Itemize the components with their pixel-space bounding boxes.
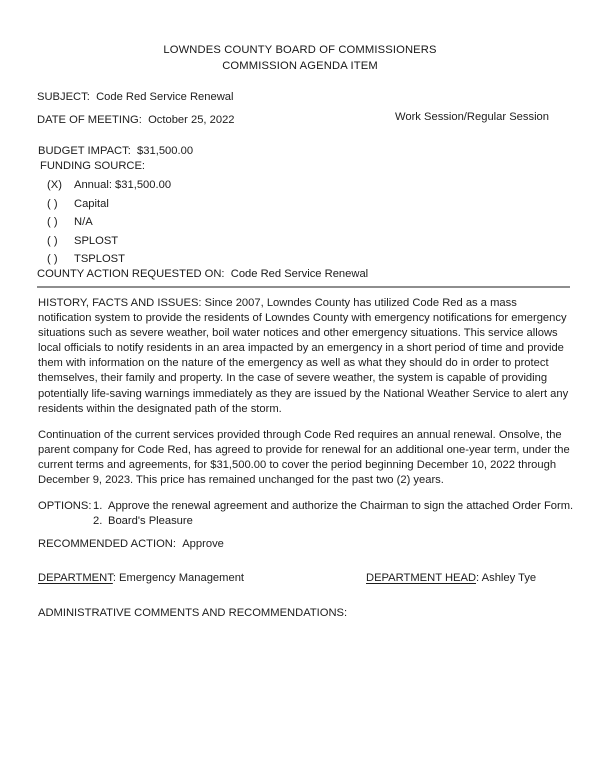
funding-option-label: SPLOST — [74, 234, 119, 247]
option-text: Board's Pleasure — [108, 515, 193, 527]
budget-impact-line — [38, 144, 193, 159]
checkbox-marker[interactable]: ( ) — [47, 216, 58, 229]
funding-option-label: N/A — [74, 216, 93, 229]
history-paragraph: HISTORY, FACTS AND ISSUES: Since 2007, Lowndes County has utilized Code Red as a mass notification system to provide the residents of Lowndes County with emergency notifications for emergency situations such as severe weather, boil water notices and other emergency situations. This service allows local officials to notify residents in an area impacted by an emergency in a short period of time and provide them with information on the nature of the emergency as well as what they should do in order to protect themselves, their family and property. In the case of severe weather, the system is capable of providing potentially life-saving warnings immediately as they are issued by the National Weather Service to alert any residents within the designated path of the storm. — [38, 297, 569, 415]
department-separator: : — [112, 572, 120, 584]
options-label: OPTIONS: — [38, 500, 92, 512]
department-head-label: DEPARTMENT HEAD — [366, 572, 477, 584]
funding-option-na[interactable] — [47, 213, 171, 232]
subject-line — [37, 90, 234, 105]
document-header — [0, 42, 600, 74]
department-head-line — [366, 571, 536, 586]
date-of-meeting-line — [37, 113, 235, 128]
funding-option-annual[interactable] — [47, 176, 171, 195]
checkbox-marker[interactable]: ( ) — [47, 253, 58, 266]
funding-source-options — [47, 176, 171, 269]
funding-option-label: Annual: $31,500.00 — [74, 179, 172, 191]
recommended-action-label: RECOMMENDED ACTION: — [38, 538, 176, 550]
budget-impact-label: BUDGET IMPACT: — [38, 145, 131, 157]
option-number: 2. — [93, 515, 103, 527]
county-action-value: Code Red Service Renewal — [230, 268, 369, 280]
county-action-section — [37, 267, 570, 288]
department-head-separator: : — [476, 572, 482, 584]
session-type: Work Session/Regular Session — [395, 111, 550, 123]
renewal-paragraph: Continuation of the current services provided through Code Red requires an annual renewal. Onsolve, the parent company for Code Red, has agreed to provide for renewal for an additional one-year term, under the current terms and agreements, for $31,500.00 to cover the period beginning December 10, 2022 through December 9, 2023. This price has remained unchanged for the past two (2) years. — [38, 429, 570, 487]
options-row-1 — [38, 499, 573, 514]
options-spacer — [38, 514, 93, 529]
checkbox-marker[interactable]: ( ) — [47, 197, 58, 210]
recommended-action-value: Approve — [182, 538, 224, 550]
department-line — [38, 571, 244, 586]
funding-option-label: TSPLOST — [74, 253, 125, 266]
section-divider — [37, 286, 570, 288]
checkbox-marker[interactable]: ( ) — [47, 234, 58, 247]
option-number: 1. — [93, 500, 103, 512]
checkbox-marker[interactable]: (X) — [47, 179, 62, 191]
department-head-value: Ashley Tye — [481, 572, 537, 584]
document-title: COMMISSION AGENDA ITEM — [222, 60, 378, 72]
county-action-line — [37, 267, 570, 282]
funding-source-label: FUNDING SOURCE: — [40, 160, 146, 172]
recommended-action-line — [38, 537, 224, 552]
options-section — [38, 499, 573, 529]
subject-value: Code Red Service Renewal — [96, 91, 234, 103]
option-text: Approve the renewal agreement and authorize the Chairman to sign the attached Order Form. — [108, 500, 574, 512]
date-value: October 25, 2022 — [148, 114, 235, 126]
funding-option-label: Capital — [74, 197, 109, 210]
county-action-label: COUNTY ACTION REQUESTED ON: — [37, 268, 225, 280]
subject-label: SUBJECT: — [37, 91, 90, 103]
funding-option-capital[interactable] — [47, 195, 171, 214]
date-label: DATE OF MEETING: — [37, 114, 142, 126]
budget-impact-value: $31,500.00 — [137, 145, 194, 157]
department-value: Emergency Management — [119, 572, 245, 584]
options-row-2 — [38, 514, 573, 529]
organization-title: LOWNDES COUNTY BOARD OF COMMISSIONERS — [163, 44, 437, 56]
funding-option-splost[interactable] — [47, 232, 171, 251]
department-label: DEPARTMENT — [38, 572, 113, 584]
administrative-comments-label: ADMINISTRATIVE COMMENTS AND RECOMMENDATIONS: — [38, 607, 348, 619]
